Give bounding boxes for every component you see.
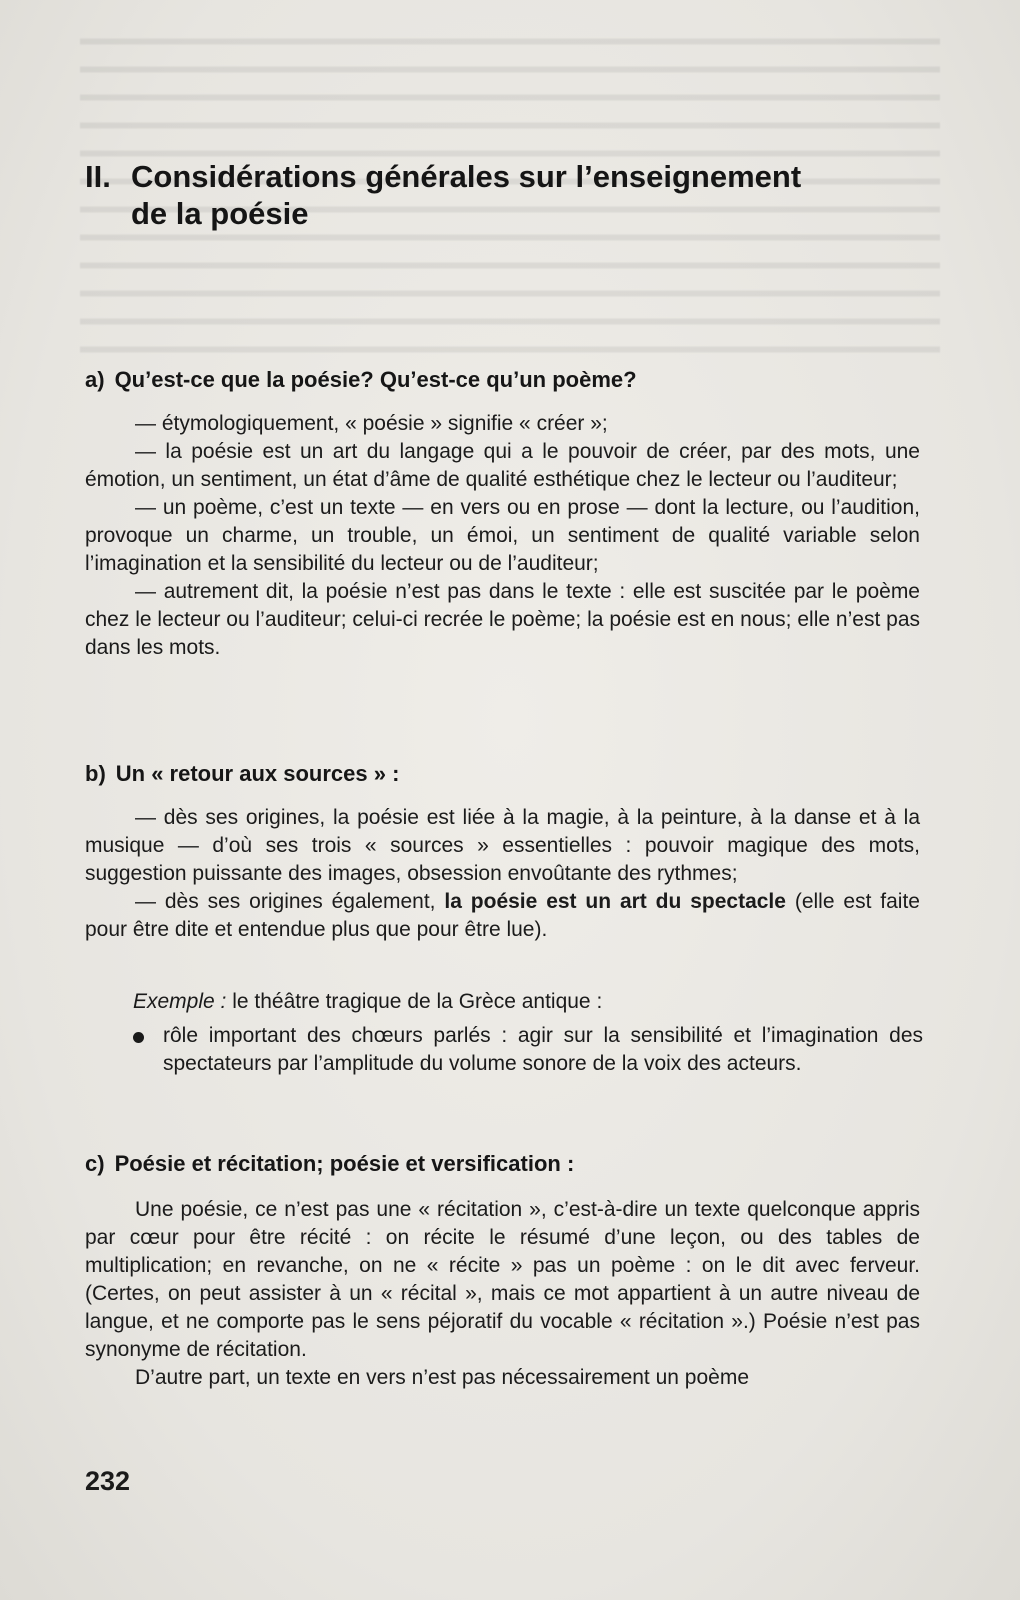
section-b-title: Un « retour aux sources » : xyxy=(115,761,400,786)
bullet-icon xyxy=(133,1032,144,1043)
chapter-title xyxy=(85,158,935,232)
chapter-number: II. xyxy=(85,159,111,194)
example-label: Exemple : xyxy=(133,990,227,1013)
paragraph: — la poésie est un art du langage qui a le pouvoir de créer, par des mots, une émotion, un sentiment, un état d’âme de qualité esthétique chez le lecteur ou l’auditeur; xyxy=(85,440,920,491)
paragraph-start: — dès ses origines également, xyxy=(135,890,445,913)
section-a-title: Qu’est-ce que la poésie? Qu’est-ce qu’un poème? xyxy=(114,367,637,392)
paragraph: Une poésie, ce n’est pas une « récitation », c’est-à-dire un texte quelconque appris par cœur pour être récité : on récite le résumé d’une leçon, ou des tables de multiplication; en revanche, on ne « récite » pas un poème : on le dit avec ferveur. (Certes, on peut assister à un « récital », mais ce mot appartient à un autre niveau de langue, et ne comporte pas le sens péjoratif du vocable « récitation ».) Poésie n’est pas synonyme de récitation. xyxy=(85,1198,920,1361)
paragraph: — dès ses origines, la poésie est liée à la magie, à la peinture, à la danse et à la musique — d’où ses trois « sources » essentielles : pouvoir magique des mots, suggestion puissante des images, obsession envoûtante des rythmes; xyxy=(85,806,920,885)
example-text: le théâtre tragique de la Grèce antique : xyxy=(226,990,603,1013)
section-b-heading xyxy=(85,760,935,788)
paragraph-end: (elle est faite pour être dite et entendue plus que pour être lue). xyxy=(85,890,920,941)
section-c-title: Poésie et récitation; poésie et versification : xyxy=(114,1151,575,1176)
section-c-heading xyxy=(85,1150,935,1178)
paragraph xyxy=(85,888,920,944)
paragraph: — étymologiquement, « poésie » signifie « créer »; xyxy=(135,412,608,435)
section-b-letter: b) xyxy=(85,761,106,786)
section-c-body xyxy=(85,1196,920,1392)
bullet-item xyxy=(133,1022,923,1078)
paragraph: — un poème, c’est un texte — en vers ou en prose — dont la lecture, ou l’audition, provoque un charme, un trouble, un émoi, un sentiment de qualité variable selon l’imagination et la sensibilité du lecteur ou de l’auditeur; xyxy=(85,496,920,575)
section-a-body xyxy=(85,410,920,662)
page-number: 232 xyxy=(85,1466,131,1496)
example-line xyxy=(133,988,923,1016)
paragraph: — autrement dit, la poésie n’est pas dans le texte : elle est suscitée par le poème chez le lecteur ou l’auditeur; celui-ci recrée le poème; la poésie est en nous; elle n’est pas dans les mots. xyxy=(85,580,920,659)
section-a-letter: a) xyxy=(85,367,105,392)
section-c-letter: c) xyxy=(85,1151,105,1176)
emphasis: la poésie est un art du spectacle xyxy=(444,890,786,913)
chapter-title-line2: de la poésie xyxy=(131,196,309,231)
chapter-title-line1: Considérations générales sur l’enseignement xyxy=(131,159,802,194)
section-a-heading xyxy=(85,366,935,394)
bullet-text: rôle important des chœurs parlés : agir sur la sensibilité et l’imagination des spectateurs par l’amplitude du volume sonore de la voix des acteurs. xyxy=(163,1024,923,1075)
paragraph: D’autre part, un texte en vers n’est pas nécessairement un poème xyxy=(135,1366,750,1389)
section-b-body xyxy=(85,804,920,944)
